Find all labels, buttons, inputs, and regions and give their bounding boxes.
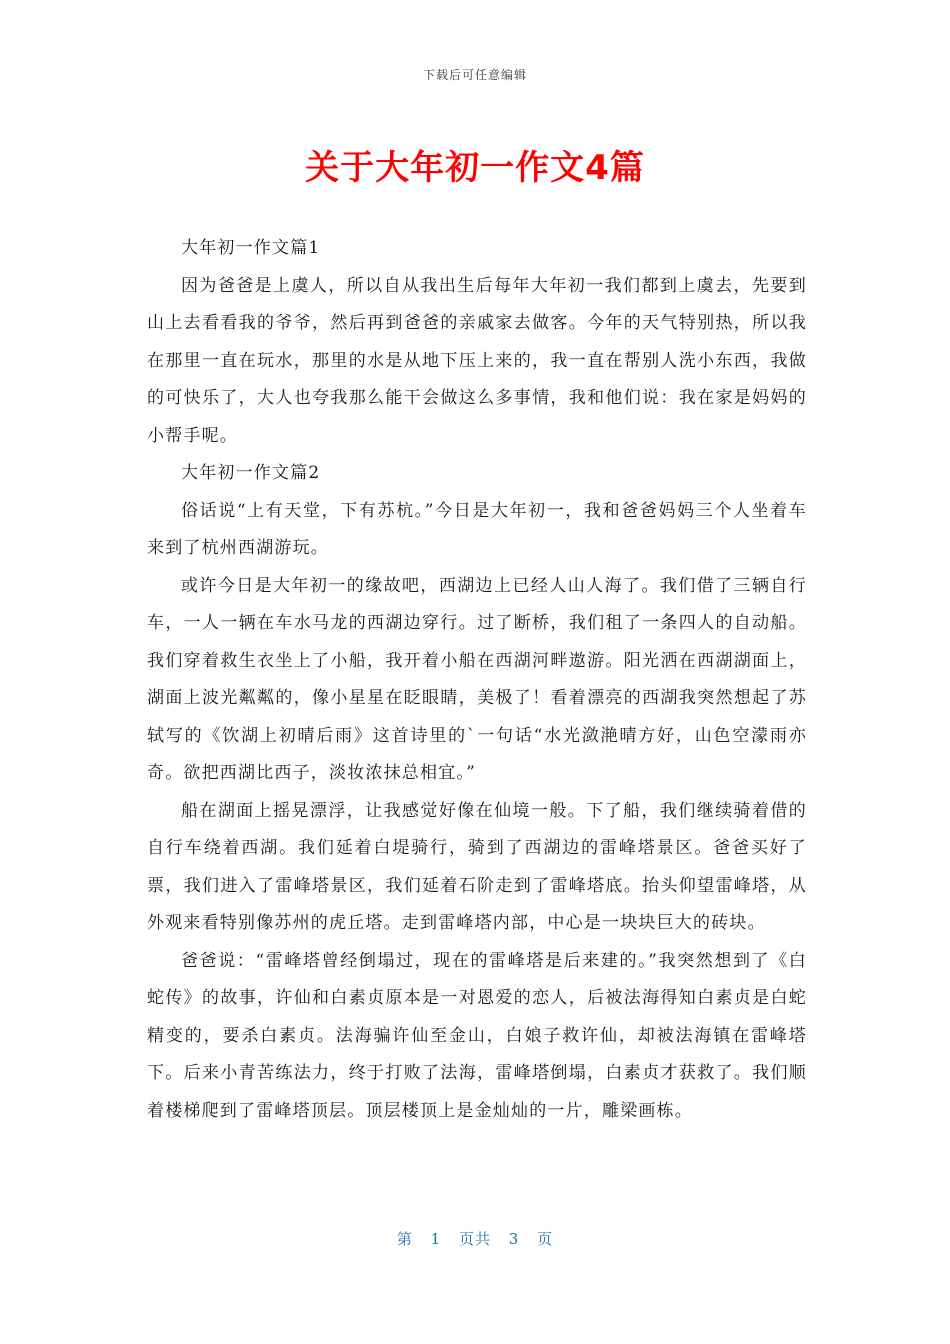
page-label-prefix: 第: [396, 1230, 413, 1248]
paragraph: 俗话说“上有天堂，下有苏杭。”今日是大年初一，我和爸爸妈妈三个人坐着车来到了杭州西湖游玩。: [147, 500, 807, 558]
page-current: 1: [430, 1230, 442, 1248]
paragraph: 或许今日是大年初一的缘故吧，西湖边上已经人山人海了。我们借了三辆自行车，一人一辆在车水马龙的西湖边穿行。过了断桥，我们租了一条四人的自动船。我们穿着救生衣坐上了小船，我开着小船在西湖河畔遨游。阳光洒在西湖湖面上，湖面上波光粼粼的，像小星星在眨眼睛，美极了！看着漂亮的西湖我突然想起了苏轼写的《饮湖上初晴后雨》这首诗里的`一句话“水光潋滟晴方好，山色空濛雨亦奇。欲把西湖比西子，淡妆浓抹总相宜。”: [147, 575, 807, 783]
header-note: 下载后可任意编辑: [422, 68, 527, 82]
paragraph: 因为爸爸是上虞人，所以自从我出生后每年大年初一我们都到上虞去，先要到山上去看看我的爷爷，然后再到爸爸的亲戚家去做客。今年的天气特别热，所以我在那里一直在玩水，那里的水是从地下压上来的，我一直在帮别人洗小东西，我做的可快乐了，大人也夸我那么能干会做这么多事情，我和他们说：我在家是妈妈的小帮手呢。: [147, 275, 807, 446]
document-body: [147, 230, 807, 1130]
document-title: 关于大年初一作文4篇: [305, 148, 645, 188]
paragraph: 爸爸说：“雷峰塔曾经倒塌过，现在的雷峰塔是后来建的。”我突然想到了《白蛇传》的故事，许仙和白素贞原本是一对恩爱的恋人，后被法海得知白素贞是白蛇精变的，要杀白素贞。法海骗许仙至金山，白娘子救许仙，却被法海镇在雷峰塔下。后来小青苦练法力，终于打败了法海，雷峰塔倒塌，白素贞才获救了。我们顺着楼梯爬到了雷峰塔顶层。顶层楼顶上是金灿灿的一片，雕梁画栋。: [147, 950, 807, 1121]
section-heading-1: 大年初一作文篇1: [181, 238, 321, 258]
paragraph: 船在湖面上摇晃漂浮，让我感觉好像在仙境一般。下了船，我们继续骑着借的自行车绕着西湖。我们延着白堤骑行，骑到了西湖边的雷峰塔景区。爸爸买好了票，我们进入了雷峰塔景区，我们延着石阶走到了雷峰塔底。抬头仰望雷峰塔，从外观来看特别像苏州的虎丘塔。走到雷峰塔内部，中心是一块块巨大的砖块。: [147, 800, 807, 933]
page-total: 3: [508, 1230, 520, 1248]
page-footer: [0, 1228, 950, 1249]
section-heading-2: 大年初一作文篇2: [181, 463, 321, 483]
page-label-suffix: 页: [537, 1230, 554, 1248]
page-label-middle: 页共: [458, 1230, 491, 1248]
